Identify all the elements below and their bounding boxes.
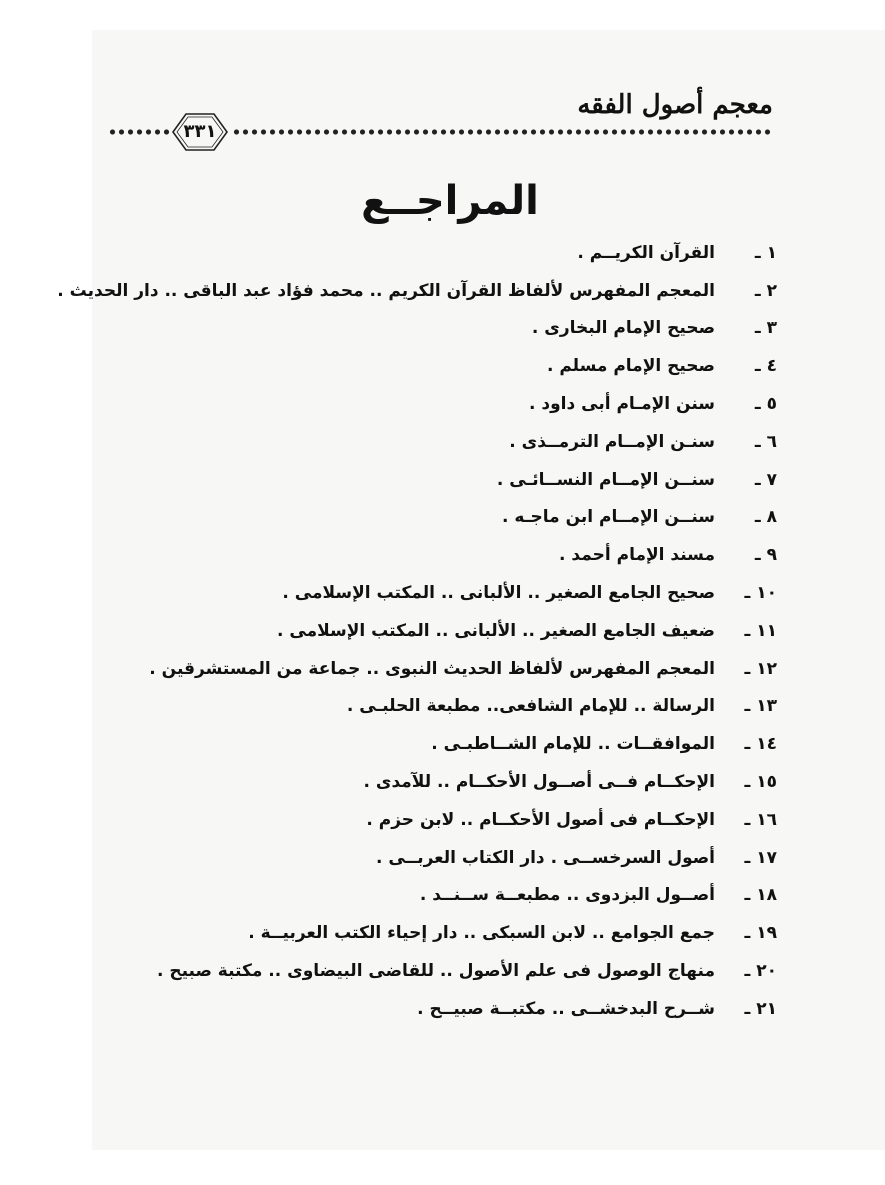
item-text: الرسالة .. للإمام الشافعى.. مطبعة الحلبـى . (346, 696, 715, 717)
item-text: القرآن الكريــم . (577, 242, 715, 263)
item-text: الموافقــات .. للإمام الشــاطبـى . (431, 734, 715, 755)
item-number: ١٨ ـ (744, 885, 777, 906)
item-text: سنــن الإمــام النســائـى . (496, 469, 715, 490)
item-number: ١٤ ـ (744, 734, 777, 755)
list-item (127, 310, 777, 348)
list-item (127, 877, 777, 915)
references-list (57, 234, 777, 1028)
item-number: ٢ ـ (754, 280, 777, 301)
item-text: صحيح الإمام مسلم . (546, 356, 715, 377)
item-text: شــرح البدخشــى .. مكتبــة صبيــح . (417, 998, 715, 1019)
item-number: ١٠ ـ (744, 583, 777, 604)
list-item (127, 952, 777, 990)
item-number: ١٩ ـ (744, 923, 777, 944)
item-text: أصــول البزدوى .. مطبعــة ســنــد . (419, 885, 715, 906)
list-item (127, 461, 777, 499)
running-header-title: معجم أصول الفقه (577, 90, 773, 120)
item-number: ١٣ ـ (744, 696, 777, 717)
item-number: ١٦ ـ (744, 809, 777, 830)
list-item (127, 347, 777, 385)
item-text: صحيح الجامع الصغير .. الألبانى .. المكتب الإسلامى . (282, 583, 715, 604)
section-title: المراجــع (361, 178, 539, 224)
list-item (57, 272, 777, 310)
page-number: ٣٣١ (183, 121, 217, 142)
item-text: منهاج الوصول فى علم الأصول .. للقاضى البيضاوى .. مكتبة صبيح . (156, 961, 715, 982)
item-text: الإحكــام فى أصول الأحكــام .. لابن حزم . (366, 809, 715, 830)
list-item (127, 763, 777, 801)
item-number: ٩ ـ (754, 545, 777, 566)
header-ornament-right (232, 126, 772, 138)
list-item (127, 612, 777, 650)
item-text: أصول السرخســى . دار الكتاب العربــى . (376, 847, 715, 868)
item-number: ١٢ ـ (744, 658, 777, 679)
list-item (127, 536, 777, 574)
list-item (127, 839, 777, 877)
item-number: ٤ ـ (754, 356, 777, 377)
list-item (127, 725, 777, 763)
item-text: المعجم المفهرس لألفاظ القرآن الكريم .. محمد فؤاد عبد الباقى .. دار الحديث . (57, 280, 715, 301)
list-item (127, 499, 777, 537)
list-item (127, 234, 777, 272)
item-text: الإحكــام فــى أصــول الأحكــام .. للآمدى . (363, 772, 715, 793)
item-text: جمع الجوامع .. لابن السبكى .. دار إحياء الكتب العربيــة . (248, 923, 715, 944)
item-number: ٦ ـ (754, 431, 777, 452)
list-item (127, 990, 777, 1028)
item-text: سنــن الإمــام ابن ماجـه . (502, 507, 715, 528)
list-item (127, 688, 777, 726)
item-text: سنـن الإمــام الترمــذى . (509, 431, 715, 452)
header-ornament-left (108, 126, 172, 138)
list-item (127, 574, 777, 612)
item-number: ١١ ـ (744, 620, 777, 641)
item-number: ٢٠ ـ (744, 961, 777, 982)
item-number: ١٧ ـ (744, 847, 777, 868)
item-number: ١ ـ (754, 242, 777, 263)
item-text: ضعيف الجامع الصغير .. الألبانى .. المكتب الإسلامى . (277, 620, 715, 641)
list-item (127, 385, 777, 423)
item-number: ٥ ـ (754, 394, 777, 415)
item-number: ١٥ ـ (744, 772, 777, 793)
list-item (127, 801, 777, 839)
list-item (127, 914, 777, 952)
list-item (127, 650, 777, 688)
item-text: صحيح الإمام البخارى . (531, 318, 715, 339)
list-item (127, 423, 777, 461)
item-number: ٣ ـ (754, 318, 777, 339)
item-text: مسند الإمام أحمد . (559, 545, 715, 566)
item-number: ٧ ـ (754, 469, 777, 490)
item-number: ٨ ـ (754, 507, 777, 528)
item-number: ٢١ ـ (744, 998, 777, 1019)
item-text: سنن الإمـام أبى داود . (528, 394, 715, 415)
item-text: المعجم المفهرس لألفاظ الحديث النبوى .. جماعة من المستشرقين . (149, 658, 715, 679)
